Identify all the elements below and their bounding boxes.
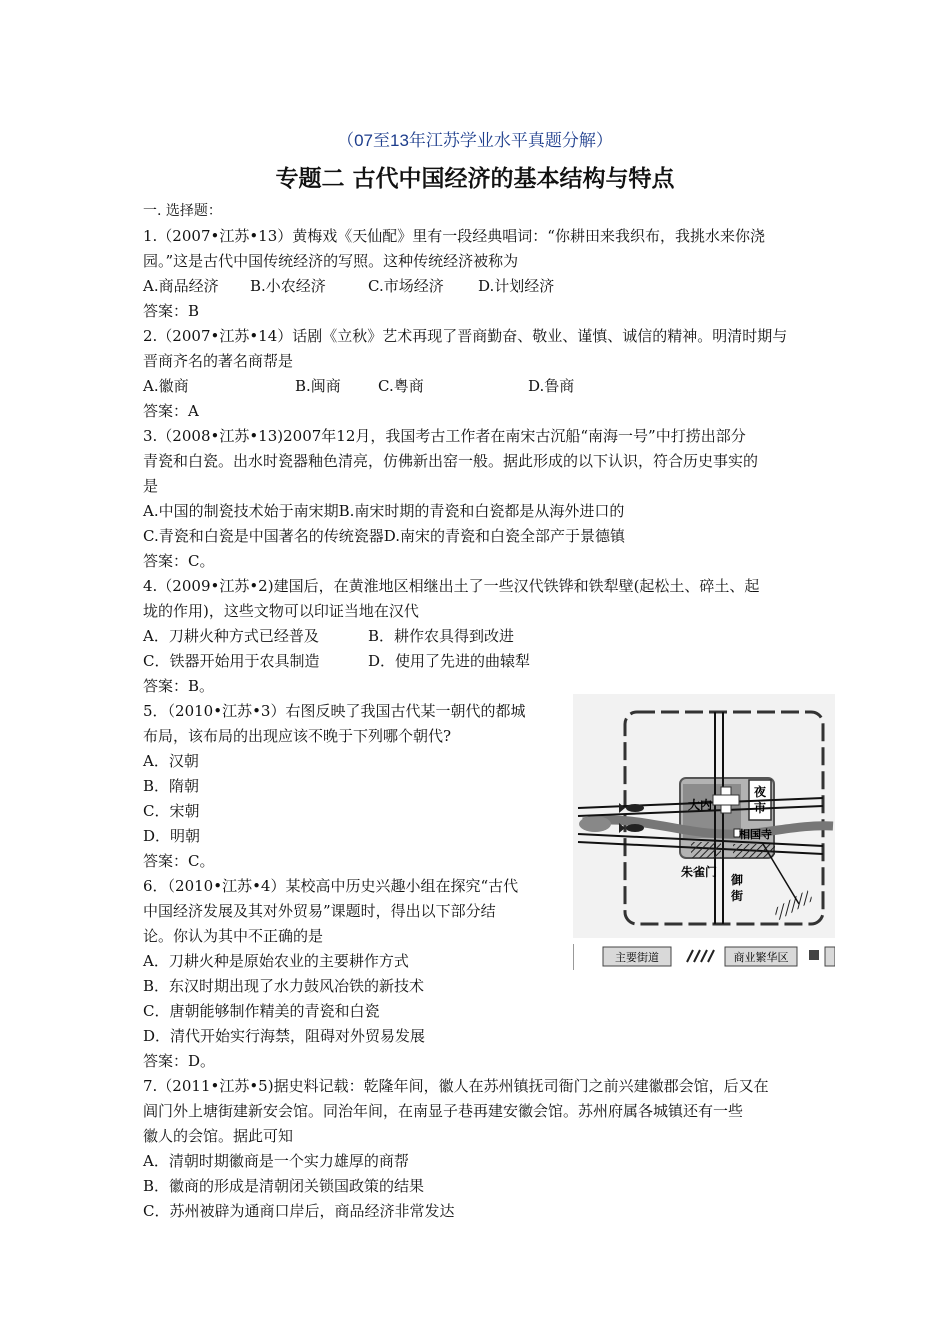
label-yujie: 御街: [731, 873, 744, 903]
option: C.粤商: [378, 377, 424, 395]
question-text: 4.（2009•江苏•2)建国后，在黄淮地区相继出土了一些汉代铁铧和铁犁壁(起松土、碎土、起: [143, 577, 760, 595]
page-title: 专题二 古代中国经济的基本结构与特点: [275, 166, 675, 192]
option: A．清朝时期徽商是一个实力雄厚的商帮: [143, 1152, 409, 1170]
option: D．明朝: [143, 827, 201, 845]
option: B．东汉时期出现了水力鼓风冶铁的新技术: [143, 977, 425, 995]
option: A.徽商: [143, 377, 189, 395]
option: A.商品经济: [143, 277, 219, 295]
question-text: 1.（2007•江苏•13）黄梅戏《天仙配》里有一段经典唱词：“你耕田来我织布，我挑水来你浇: [143, 227, 765, 245]
label-yeshi: 夜市: [754, 785, 767, 815]
commercial-area: [691, 842, 721, 858]
legend-hatch-icon: [687, 950, 714, 962]
option: A.中国的制瓷技术始于南宋期B.南宋时期的青瓷和白瓷都是从海外进口的: [143, 502, 625, 520]
option: A．汉朝: [143, 752, 199, 770]
answer: 答案：B: [143, 302, 200, 320]
option: A．刀耕火种是原始农业的主要耕作方式: [143, 952, 409, 970]
question-text: 3.（2008•江苏•13)2007年12月，我国考古工作者在南宋古沉船“南海一号”中打捞出部分: [143, 427, 746, 445]
question-text: 晋商齐名的著名商帮是: [143, 352, 294, 370]
question-text: 6．（2010•江苏•4）某校高中历史兴趣小组在探究“古代: [143, 877, 519, 895]
option: D.鲁商: [528, 377, 575, 395]
question-text: 青瓷和白瓷。出水时瓷器釉色清亮，仿佛新出窑一般。据此形成的以下认识，符合历史事实的: [143, 452, 759, 470]
answer: 答案：A: [143, 402, 199, 420]
answer: 答案：B。: [143, 677, 215, 695]
option: C．唐朝能够制作精美的青瓷和白瓷: [143, 1002, 380, 1020]
option: C.市场经济: [368, 277, 444, 295]
question-text: 7.（2011•江苏•5)据史料记载：乾隆年间，徽人在苏州镇抚司衙门之前兴建徽郡会馆，后又在: [143, 1077, 769, 1095]
question-text: 布局，该布局的出现应该不晚于下列哪个朝代?: [143, 727, 452, 745]
legend-square-icon: [809, 950, 819, 960]
option: D.计划经济: [478, 277, 555, 295]
question-text: 5．（2010•江苏•3）右图反映了我国古代某一朝代的都城: [143, 702, 526, 720]
commercial-area: [733, 844, 775, 858]
question-text: 阊门外上塘街建新安会馆。同治年间，在南显子巷再建安徽会馆。苏州府属各城镇还有一些: [143, 1102, 744, 1120]
answer: 答案：D。: [143, 1052, 216, 1070]
label-danei: 大内: [688, 798, 713, 812]
map-legend: [573, 944, 835, 970]
question-text: 中国经济发展及其对外贸易”课题时，得出以下部分结: [143, 902, 496, 920]
city-layout-map: [573, 694, 835, 974]
answer: 答案：C。: [143, 552, 215, 570]
page-subtitle: （07至13年江苏学业水平真题分解）: [337, 131, 613, 150]
option: B.闽商: [295, 377, 341, 395]
option: D．清代开始实行海禁，阻碍对外贸易发展: [143, 1027, 426, 1045]
river-lake: [579, 816, 611, 832]
option: C．苏州被辟为通商口岸后，商品经济非常发达: [143, 1202, 455, 1220]
section-heading: 一. 选择题：: [143, 203, 222, 219]
label-zhuquemen: 朱雀门: [681, 865, 718, 879]
legend-main-street: 主要街道: [615, 951, 659, 964]
label-temple: 相国寺: [739, 828, 772, 841]
option: D．使用了先进的曲辕犁: [368, 652, 531, 670]
legend-commercial: 商业繁华区: [733, 951, 789, 964]
question-text: 论。你认为其中不正确的是: [143, 927, 324, 945]
question-text: 2.（2007•江苏•14）话剧《立秋》艺术再现了晋商勤奋、敬业、谨慎、诚信的精神。明清时期与: [143, 327, 788, 345]
option: B.小农经济: [250, 277, 326, 295]
option: B．耕作农具得到改进: [368, 627, 515, 645]
question-text: 垅的作用)，这些文物可以印证当地在汉代: [143, 602, 419, 620]
question-text: 园。”这是古代中国传统经济的写照。这种传统经济被称为: [143, 252, 519, 270]
answer: 答案：C。: [143, 852, 215, 870]
option: C.青瓷和白瓷是中国著名的传统瓷器D.南宋的青瓷和白瓷全部产于景德镇: [143, 527, 625, 545]
legend-cut-box: [825, 947, 835, 966]
option: B．隋朝: [143, 777, 200, 795]
option: C．铁器开始用于农具制造: [143, 652, 320, 670]
question-text: 是: [143, 477, 159, 495]
question-text: 徽人的会馆。据此可知: [143, 1127, 294, 1145]
option: B．徽商的形成是清朝闭关锁国政策的结果: [143, 1177, 425, 1195]
option: A．刀耕火种方式已经普及: [143, 627, 319, 645]
option: C．宋朝: [143, 802, 200, 820]
